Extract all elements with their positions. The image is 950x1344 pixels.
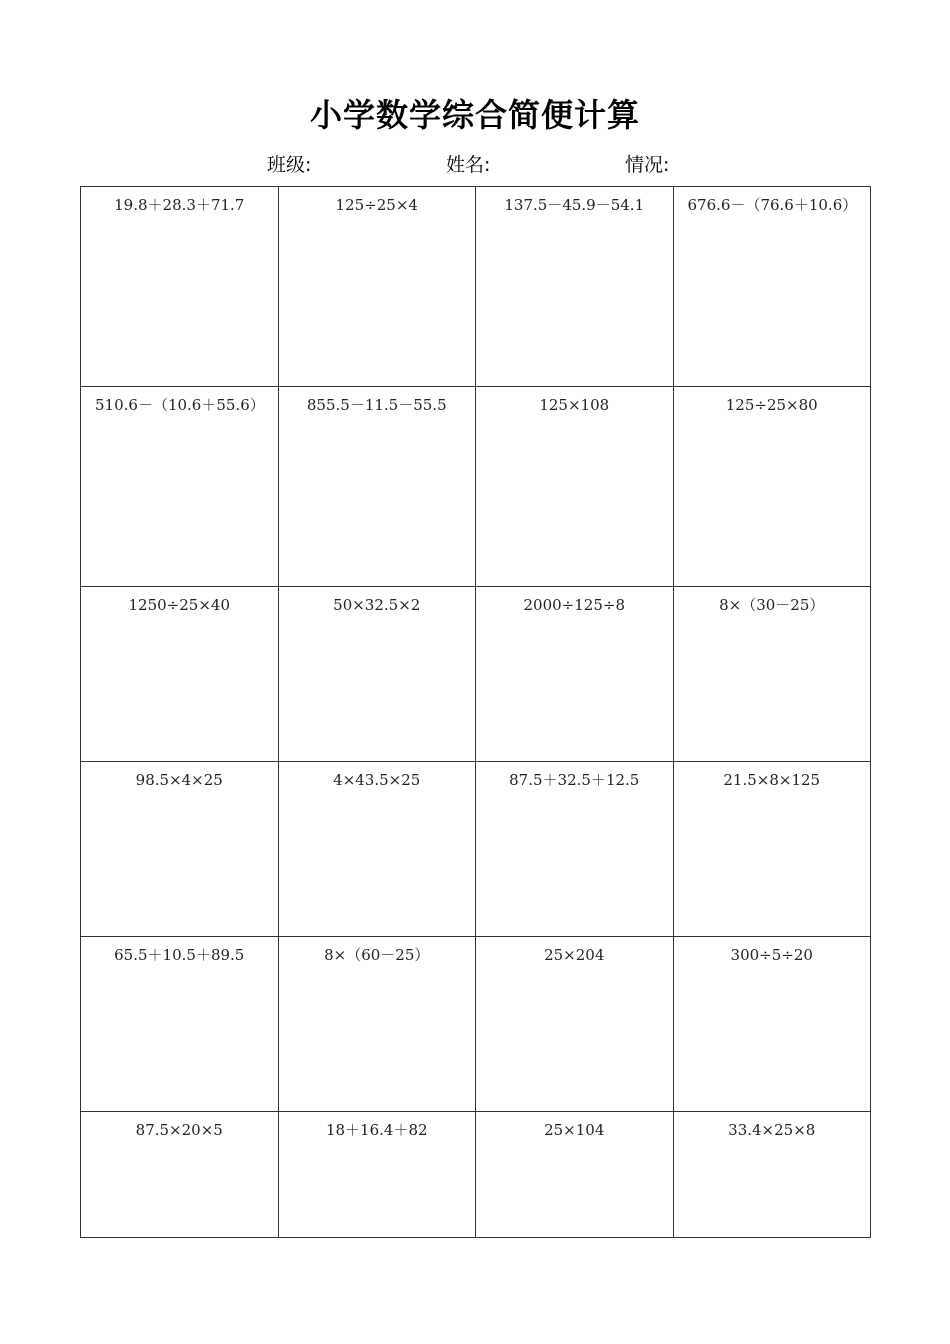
problem-cell: 8×（60－25）	[278, 937, 476, 1112]
problem-grid	[80, 186, 871, 1238]
class-label: 班级:	[267, 154, 312, 176]
problem-cell: 65.5＋10.5＋89.5	[81, 937, 279, 1112]
problem-cell: 8×（30－25）	[673, 587, 871, 762]
problem-cell: 300÷5÷20	[673, 937, 871, 1112]
problem-cell: 25×104	[476, 1112, 674, 1238]
page-title: 小学数学综合简便计算	[309, 96, 640, 134]
problem-row	[81, 762, 871, 937]
problem-cell: 87.5＋32.5＋12.5	[476, 762, 674, 937]
problem-row	[81, 1112, 871, 1238]
problem-cell: 125÷25×80	[673, 387, 871, 587]
problem-cell: 137.5－45.9－54.1	[476, 187, 674, 387]
problem-cell: 676.6－（76.6＋10.6）	[673, 187, 871, 387]
problem-cell: 510.6－（10.6＋55.6）	[81, 387, 279, 587]
problem-cell: 2000÷125÷8	[476, 587, 674, 762]
name-label: 姓名:	[446, 154, 491, 176]
problem-cell: 125×108	[476, 387, 674, 587]
problem-cell: 33.4×25×8	[673, 1112, 871, 1238]
problem-cell: 50×32.5×2	[278, 587, 476, 762]
status-label: 情况:	[625, 154, 670, 176]
problem-cell: 18＋16.4＋82	[278, 1112, 476, 1238]
problem-row	[81, 937, 871, 1112]
problem-cell: 25×204	[476, 937, 674, 1112]
problem-cell: 19.8＋28.3＋71.7	[81, 187, 279, 387]
problem-cell: 4×43.5×25	[278, 762, 476, 937]
problem-cell: 1250÷25×40	[81, 587, 279, 762]
problem-row	[81, 387, 871, 587]
problem-row	[81, 187, 871, 387]
problem-cell: 855.5－11.5－55.5	[278, 387, 476, 587]
problem-cell: 87.5×20×5	[81, 1112, 279, 1238]
problem-cell: 21.5×8×125	[673, 762, 871, 937]
problem-cell: 125÷25×4	[278, 187, 476, 387]
problem-row	[81, 587, 871, 762]
problem-cell: 98.5×4×25	[81, 762, 279, 937]
